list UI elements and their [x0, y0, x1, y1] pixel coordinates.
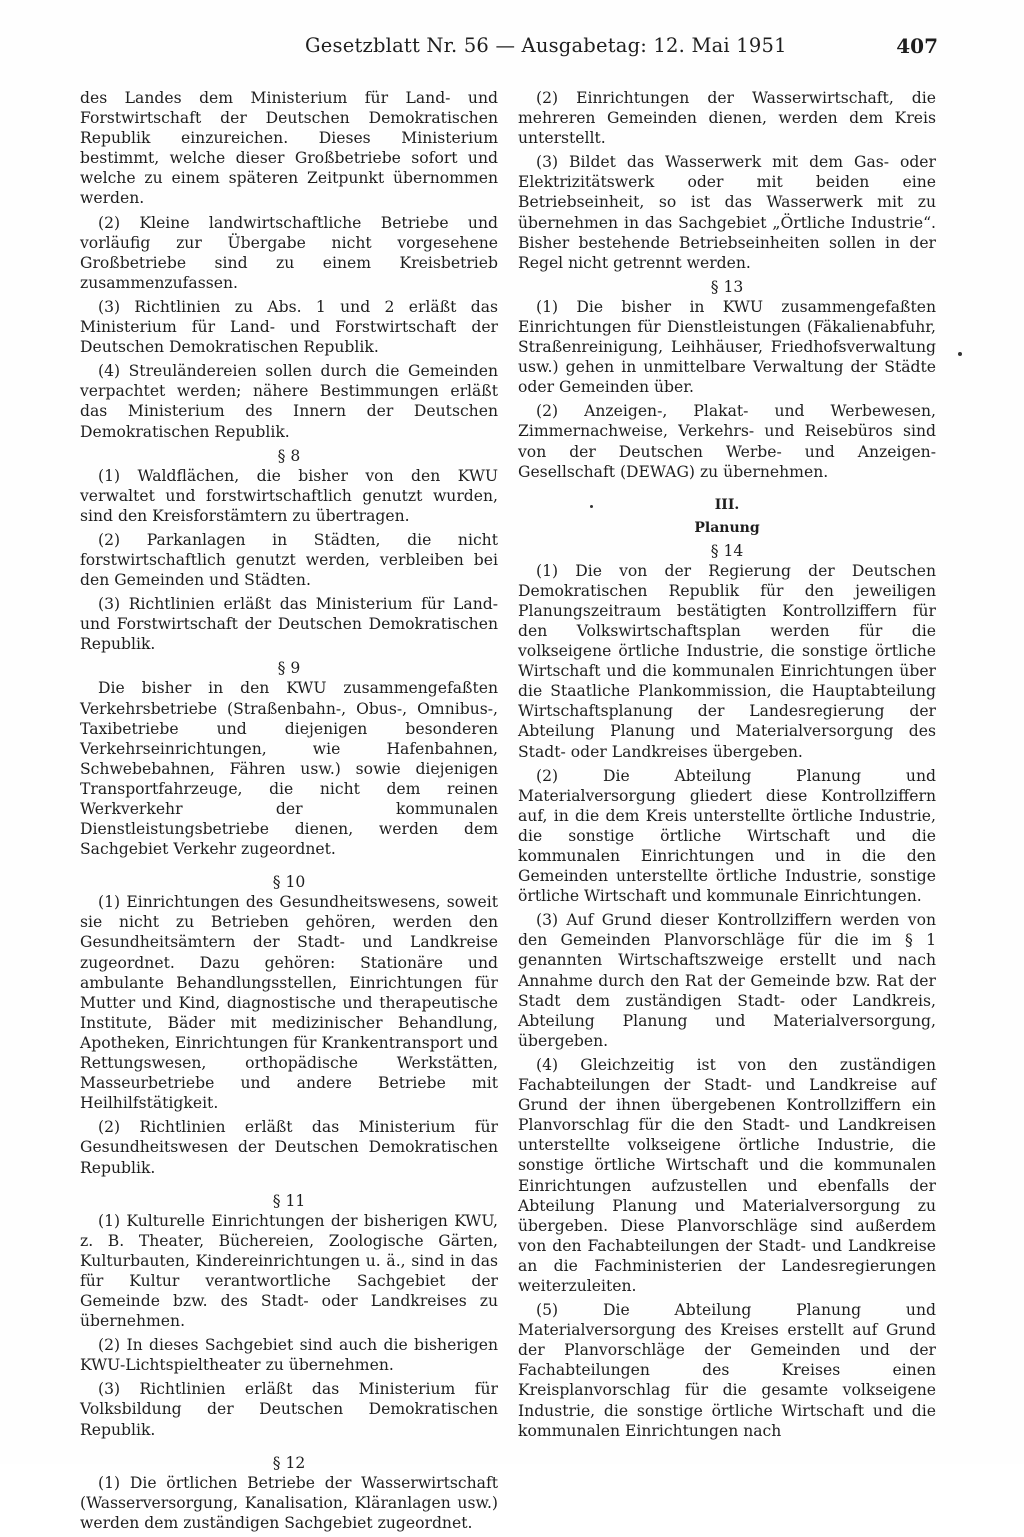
part-title: Planung	[694, 519, 760, 536]
spacer	[80, 1444, 498, 1450]
paragraph: Die bisher in den KWU zusammengefaßten Verkehrsbetriebe (Straßenbahn-, Obus-, Omnibus-, Taxibetriebe und diejenigen besonderen Verkehrseinrichtungen, wie Hafenbahnen, Schwebebahnen, Fähren usw.) sowie diejenigen Transportfahrzeuge, die nicht dem reinen Werkverkehr der kommunalen Dienstleistungsbetriebe dienen, werden dem Sachgebiet Verkehr zugeordnet.	[80, 679, 498, 859]
spacer	[518, 486, 936, 492]
paragraph: (4) Gleichzeitig ist von den zuständigen Fachabteilungen der Stadt- und Landkreise auf Grund der ihnen übergebenen Kontrollziffern ein Planvorschlag für die den Stadt- und Landkreisen unterstellte volkseigene örtliche Industrie, die sonstige örtliche Wirtschaft und die kommunalen Einrichtungen aufzustellen und ebenfalls der Abteilung Planung und Materialversorgung zu übergeben. Diese Planvorschläge sind außerdem von den Fachabteilungen der Stadt- und Landkreise an die Fachministerien der Landesregierungen weiterzuleiten.	[518, 1055, 936, 1295]
paragraph: (1) Waldflächen, die bisher von den KWU verwaltet und forstwirtschaftlich genutzt wurden, sind den Kreisforstämtern zu übertragen.	[80, 466, 498, 525]
paragraph: des Landes dem Ministerium für Land- und Forstwirtschaft der Deutschen Demokratischen Republik einzureichen. Dieses Ministerium bestimmt, welche dieser Großbetriebe sofort und welche zu einem späteren Zeitpunkt übernommen werden.	[80, 89, 498, 208]
section-heading-11: § 11	[272, 1191, 306, 1210]
paragraph: (1) Einrichtungen des Gesundheitswesens, soweit sie nicht zu Betrieben gehören, werden den Gesundheitsämtern der Stadt- und Landkreise zugeordnet. Dazu gehören: Stationäre und ambulante Behandlungsstellen, Einrichtungen für Mutter und Kind, diagnostische und therapeutische Institute, Bäder mit medizinischer Behandlung, Apotheken, Einrichtungen für Krankentransport und Rettungswesen, orthopädische Werkstätten, Masseurbetriebe und andere Betriebe mit Heilhilfstätigkeit.	[80, 893, 498, 1113]
paragraph: (3) Richtlinien zu Abs. 1 und 2 erläßt das Ministerium für Land- und Forstwirtschaft der Deutschen Demokratischen Republik.	[80, 297, 498, 357]
paragraph: (2) In dieses Sachgebiet sind auch die bisherigen KWU-Lichtspieltheater zu übernehmen.	[80, 1336, 498, 1375]
paragraph: (2) Kleine landwirtschaftliche Betriebe und vorläufig zur Übergabe nicht vorgesehene Großbetriebe sind zu einem Kreisbetrieb zusammenzufassen.	[80, 213, 498, 292]
paragraph: (1) Die von der Regierung der Deutschen Demokratischen Republik für den jeweiligen Planungszeitraum bestätigten Kontrollziffern für den Volkswirtschaftsplan werden für die volkseigene örtliche Industrie, die sonstige örtliche Wirtschaft und die kommunalen Einrichtungen über die Staatliche Plankommission, die Hauptabteilung Wirtschaftsplanung der Landesregierung der Abteilung Planung und Materialversorgung des Stadt- oder Landkreises übergeben.	[518, 561, 936, 761]
gazette-title: Gesetzblatt Nr. 56 — Ausgabetag: 12. Mai 1951	[305, 34, 787, 57]
paragraph: (3) Richtlinien erläßt das Ministerium für Land- und Forstwirtschaft der Deutschen Demokratischen Republik.	[80, 595, 498, 654]
paragraph: (2) Einrichtungen der Wasserwirtschaft, die mehreren Gemeinden dienen, werden dem Kreis unterstellt.	[518, 89, 936, 148]
paragraph: (2) Richtlinien erläßt das Ministerium für Gesundheitswesen der Deutschen Demokratischen Republik.	[80, 1118, 498, 1177]
paragraph: (1) Die örtlichen Betriebe der Wasserwirtschaft (Wasserversorgung, Kanalisation, Kläranlagen usw.) werden dem zuständigen Sachgebiet zugeordnet.	[80, 1473, 498, 1532]
section-heading-10: § 10	[272, 873, 306, 892]
print-speck	[958, 352, 962, 356]
paragraph: (1) Die bisher in KWU zusammengefaßten Einrichtungen für Dienstleistungen (Fäkalienabfuhr, Straßenreinigung, Leihhäuser, Friedhofsverwaltung usw.) gehen in unmittelbare Verwaltung der Städte oder Gemeinden über.	[518, 297, 936, 397]
spacer	[80, 863, 498, 869]
section-heading-12: § 12	[272, 1453, 306, 1472]
paragraph: (3) Bildet das Wasserwerk mit dem Gas- oder Elektrizitätswerk oder mit beiden eine Betriebseinheit, so ist das Wasserwerk mit zu übernehmen in das Sachgebiet „Örtliche Industrie“. Bisher bestehende Betriebseinheiten sollen in der Regel nicht getrennt werden.	[518, 153, 936, 272]
print-speck	[590, 505, 593, 508]
page-number: 407	[896, 34, 938, 58]
paragraph: (2) Parkanlagen in Städten, die nicht forstwirtschaftlich genutzt werden, verbleiben bei den Gemeinden und Städten.	[80, 530, 498, 590]
page-header	[80, 30, 938, 64]
section-heading-14: § 14	[710, 541, 744, 560]
left-column	[80, 88, 498, 1537]
part-numeral: III.	[714, 496, 740, 513]
paragraph: (4) Streuländereien sollen durch die Gemeinden verpachtet werden; nähere Bestimmungen erläßt das Ministerium des Innern der Deutschen Demokratischen Republik.	[80, 362, 498, 441]
paragraph: (2) Anzeigen-, Plakat- und Werbewesen, Zimmernachweise, Verkehrs- und Reisebüros sind von der Deutschen Werbe- und Anzeigen-Gesellschaft (DEWAG) zu übernehmen.	[518, 402, 936, 481]
paragraph: (3) Auf Grund dieser Kontrollziffern werden von den Gemeinden Planvorschläge für die im § 1 genannten Wirtschaftszweige erstellt und nach Annahme durch den Rat der Gemeinde bzw. Rat der Stadt dem zuständigen Stadt- oder Landkreis, Abteilung Planung und Materialversorgung, übergeben.	[518, 911, 936, 1050]
section-heading-13: § 13	[710, 277, 744, 296]
spacer	[80, 1182, 498, 1188]
section-heading-9: § 9	[277, 659, 301, 678]
paragraph: (3) Richtlinien erläßt das Ministerium für Volksbildung der Deutschen Demokratischen Republik.	[80, 1380, 498, 1439]
paragraph: (1) Kulturelle Einrichtungen der bisherigen KWU, z. B. Theater, Büchereien, Zoologische Gärten, Kulturbauten, Kindereinrichtungen u. ä., sind in das für Kultur verantwortliche Sachgebiet der Gemeinde bzw. des Stadt- oder Landkreises zu übernehmen.	[80, 1211, 498, 1331]
paragraph: (5) Die Abteilung Planung und Materialversorgung des Kreises erstellt auf Grund der Planvorschläge der Gemeinden und der Fachabteilungen des Kreises einen Kreisplanvorschlag für die gesamte volkseigene Industrie, die sonstige örtliche Wirtschaft und die kommunalen Einrichtungen nach	[518, 1301, 936, 1440]
section-heading-8: § 8	[277, 446, 301, 465]
right-column	[518, 88, 936, 1445]
paragraph: (2) Die Abteilung Planung und Materialversorgung gliedert diese Kontrollziffern auf, in die dem Kreis unterstellte örtliche Industrie, die sonstige örtliche Wirtschaft und die kommunalen Einrichtungen und in die den Gemeinden unterstellte örtliche Industrie, sonstige örtliche Wirtschaft und kommunale Einrichtungen.	[518, 766, 936, 906]
